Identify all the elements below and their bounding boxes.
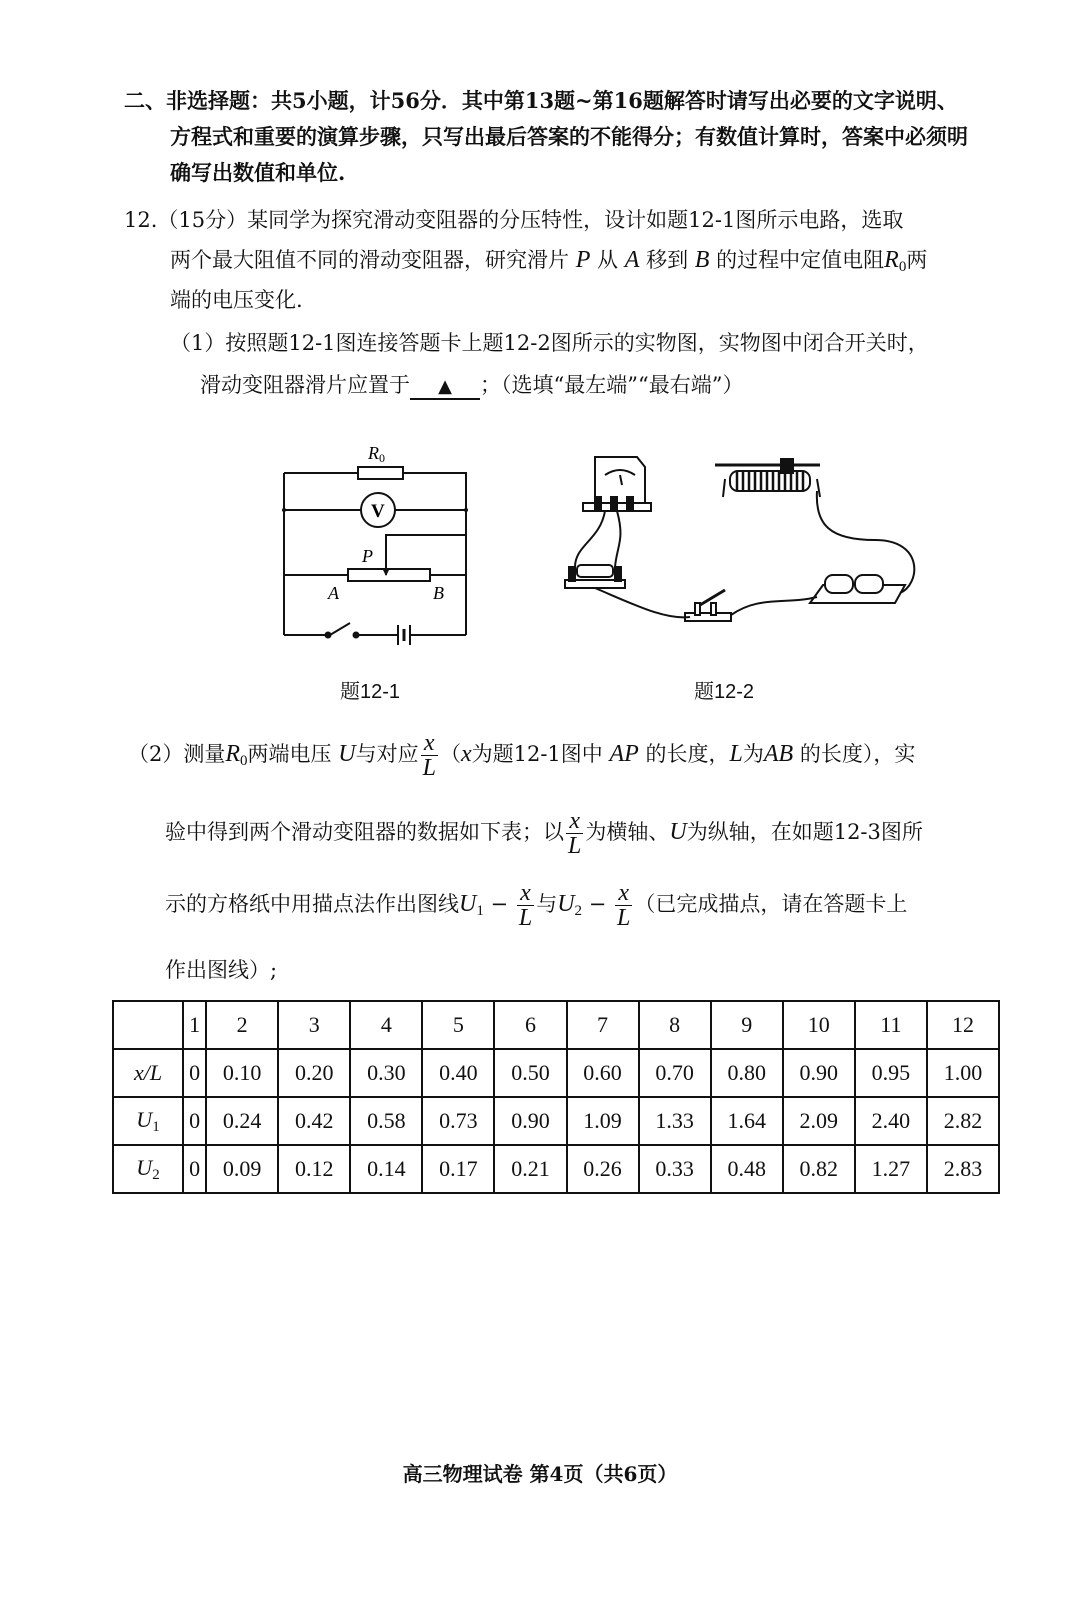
part-2-text: 两端电压 bbox=[247, 742, 332, 766]
var-U1-subscript: 1 bbox=[476, 903, 484, 919]
figure-caption-12-2: 题12-2 bbox=[694, 681, 755, 703]
table-cell: 0.30 bbox=[350, 1049, 422, 1097]
row-label-text: U bbox=[136, 1154, 153, 1180]
table-cell: 0.42 bbox=[278, 1097, 350, 1145]
part-2-text: （2）测量 bbox=[128, 742, 226, 766]
battery-device-icon bbox=[810, 575, 905, 603]
part-2-text: （已完成描点，请在答题卡上 bbox=[634, 892, 908, 916]
var-B: B bbox=[694, 247, 710, 273]
section-header-line-1: 二、非选择题：共5小题，计56分．其中第13题~第16题解答时请写出必要的文字说明、 bbox=[124, 88, 958, 113]
label-P: P bbox=[362, 546, 373, 566]
table-cell: 0.09 bbox=[206, 1145, 278, 1193]
part-2-line-2 bbox=[165, 808, 923, 858]
table-cell: 0.90 bbox=[494, 1097, 566, 1145]
var-A: A bbox=[624, 247, 640, 273]
dash: − bbox=[490, 892, 509, 916]
table-cell: 0.58 bbox=[350, 1097, 422, 1145]
part-2-text: （ bbox=[439, 742, 461, 766]
table-cell: 2.83 bbox=[927, 1145, 999, 1193]
circuit-diagram bbox=[270, 435, 490, 645]
table-header-cell: 2 bbox=[206, 1001, 278, 1049]
part-1-line-2 bbox=[200, 370, 743, 400]
table-header-cell: 3 bbox=[278, 1001, 350, 1049]
part-2-text: 为 bbox=[742, 742, 764, 766]
intro-text: 移到 bbox=[646, 248, 689, 272]
row-label-subscript: 1 bbox=[152, 1118, 160, 1135]
part-1-text: 滑动变阻器滑片应置于 bbox=[200, 373, 410, 397]
junction-dot bbox=[282, 508, 286, 512]
var-R0-subscript: 0 bbox=[240, 753, 248, 769]
part-2-text: 示的方格纸中用描点法作出图线 bbox=[165, 892, 459, 916]
resistor-R0 bbox=[358, 467, 403, 479]
wire bbox=[595, 588, 690, 617]
table-cell: 0.48 bbox=[711, 1145, 783, 1193]
table-cell: 0.95 bbox=[855, 1049, 927, 1097]
table-cell: 0.82 bbox=[783, 1145, 855, 1193]
var-U2 bbox=[557, 891, 582, 917]
switch-contact bbox=[353, 632, 360, 639]
part-2-text: 的长度， bbox=[645, 742, 730, 766]
label-R0: R0 bbox=[368, 443, 385, 465]
table-cell: 1.27 bbox=[855, 1145, 927, 1193]
var-R0-base: R bbox=[884, 247, 899, 273]
var-R0-base: R bbox=[225, 741, 241, 767]
var-AB: AB bbox=[763, 741, 794, 767]
dash: − bbox=[588, 892, 607, 916]
answer-blank[interactable]: ▲ bbox=[410, 376, 480, 400]
table-row bbox=[113, 1049, 999, 1097]
fraction-denominator: L bbox=[518, 905, 533, 931]
table-cell: 0.17 bbox=[422, 1145, 494, 1193]
fraction-x-over-L bbox=[517, 881, 534, 930]
table-cell: 0 bbox=[183, 1049, 206, 1097]
fraction-numerator: x bbox=[566, 809, 583, 834]
table-cell: 1.09 bbox=[567, 1097, 639, 1145]
table-header-cell: 1 bbox=[183, 1001, 206, 1049]
table-cell: 2.09 bbox=[783, 1097, 855, 1145]
part-2-line-3 bbox=[165, 880, 907, 935]
table-cell: 1.64 bbox=[711, 1097, 783, 1145]
fraction-numerator: x bbox=[421, 731, 438, 756]
fraction-x-over-L bbox=[566, 809, 583, 858]
part-1-text: ；（选填“最左端”“最右端”） bbox=[480, 373, 744, 397]
wire bbox=[575, 511, 605, 567]
var-R0 bbox=[225, 741, 247, 767]
var-P: P bbox=[575, 247, 591, 273]
slider-arrow-icon bbox=[382, 568, 390, 576]
var-U1-base: U bbox=[459, 891, 477, 917]
intro-text: 从 bbox=[597, 248, 619, 272]
table-cell: 2.82 bbox=[927, 1097, 999, 1145]
fraction-denominator: L bbox=[568, 833, 582, 859]
table-header-cell: 6 bbox=[494, 1001, 566, 1049]
row-label-subscript: 2 bbox=[152, 1166, 160, 1183]
part-2-text: 为横轴、 bbox=[585, 820, 670, 844]
table-cell: 0 bbox=[183, 1145, 206, 1193]
table-cell: 0.26 bbox=[567, 1145, 639, 1193]
page-footer: 高三物理试卷 第4页（共6页） bbox=[402, 1462, 678, 1486]
question-12-intro-line-1 bbox=[124, 205, 903, 235]
part-1-line-1: （1）按照题12-1图连接答题卡上题12-2图所示的实物图，实物图中闭合开关时， bbox=[170, 331, 929, 355]
apparatus-drawing bbox=[555, 445, 925, 645]
var-x: x bbox=[460, 741, 472, 767]
table-cell: 0 bbox=[183, 1097, 206, 1145]
table-header-cell: 9 bbox=[711, 1001, 783, 1049]
table-cell: 1.00 bbox=[927, 1049, 999, 1097]
table-cell: 0.70 bbox=[639, 1049, 711, 1097]
part-2-text: 验中得到两个滑动变阻器的数据如下表；以 bbox=[165, 820, 564, 844]
label-V: V bbox=[371, 501, 385, 522]
voltmeter-device-icon bbox=[583, 457, 651, 511]
figure-caption-12-1: 题12-1 bbox=[340, 681, 401, 703]
table-row-label bbox=[113, 1049, 183, 1097]
part-2-line-1 bbox=[128, 730, 915, 785]
table-header-cell: 10 bbox=[783, 1001, 855, 1049]
junction-dot bbox=[464, 508, 468, 512]
intro-text: 的过程中定值电阻 bbox=[716, 248, 885, 272]
part-2-text: 的长度），实 bbox=[799, 742, 916, 766]
table-header-cell: 4 bbox=[350, 1001, 422, 1049]
table-header-cell: 5 bbox=[422, 1001, 494, 1049]
question-12-intro-line-2 bbox=[170, 245, 927, 282]
rheostat-device-icon bbox=[715, 459, 820, 497]
question-points: （15分） bbox=[157, 208, 248, 232]
fraction-denominator: L bbox=[422, 755, 436, 781]
table-cell: 1.33 bbox=[639, 1097, 711, 1145]
var-U1 bbox=[459, 891, 484, 917]
table-header-cell: 8 bbox=[639, 1001, 711, 1049]
var-U: U bbox=[669, 819, 687, 845]
var-L: L bbox=[729, 741, 743, 767]
intro-text: 两个最大阻值不同的滑动变阻器，研究滑片 bbox=[170, 248, 569, 272]
var-AP: AP bbox=[609, 741, 639, 767]
section-header-line-3: 确写出数值和单位. bbox=[170, 160, 346, 185]
row-label-text: U bbox=[136, 1106, 153, 1132]
fraction-numerator: x bbox=[517, 881, 534, 906]
table-cell: 0.12 bbox=[278, 1145, 350, 1193]
table-header-cell: 7 bbox=[567, 1001, 639, 1049]
table-cell: 0.40 bbox=[422, 1049, 494, 1097]
intro-text: 某同学为探究滑动变阻器的分压特性，设计如题12-1图所示电路，选取 bbox=[247, 208, 904, 232]
switch-contact bbox=[325, 632, 332, 639]
table-corner-cell bbox=[113, 1001, 183, 1049]
table-row bbox=[113, 1097, 999, 1145]
table-cell: 0.14 bbox=[350, 1145, 422, 1193]
table-row bbox=[113, 1145, 999, 1193]
table-cell: 0.80 bbox=[711, 1049, 783, 1097]
part-2-text: 与对应 bbox=[355, 742, 419, 766]
table-cell: 0.73 bbox=[422, 1097, 494, 1145]
part-2-text: 与 bbox=[536, 892, 558, 916]
var-U2-base: U bbox=[557, 891, 575, 917]
table-row-label bbox=[113, 1097, 183, 1145]
table-cell: 0.20 bbox=[278, 1049, 350, 1097]
fraction-x-over-L bbox=[615, 881, 632, 930]
fraction-numerator: x bbox=[615, 881, 632, 906]
fraction-denominator: L bbox=[617, 905, 631, 931]
table-cell: 2.40 bbox=[855, 1097, 927, 1145]
part-2-text: 为纵轴，在如题12-3图所 bbox=[686, 820, 923, 844]
row-label-text: x/L bbox=[133, 1060, 163, 1085]
wire-top-right bbox=[403, 473, 466, 575]
table-header-row bbox=[113, 1001, 999, 1049]
table-cell: 0.33 bbox=[639, 1145, 711, 1193]
table-header-cell: 11 bbox=[855, 1001, 927, 1049]
label-A: A bbox=[328, 583, 339, 603]
table-row-label bbox=[113, 1145, 183, 1193]
fraction-x-over-L bbox=[421, 731, 438, 780]
section-header-line-2: 方程式和重要的演算步骤，只写出最后答案的不能得分；有数值计算时，答案中必须明 bbox=[170, 124, 968, 149]
table-cell: 0.60 bbox=[567, 1049, 639, 1097]
var-U: U bbox=[338, 741, 356, 767]
var-U2-subscript: 2 bbox=[574, 903, 583, 919]
rheostat-AB bbox=[348, 569, 430, 581]
table-cell: 0.24 bbox=[206, 1097, 278, 1145]
table-cell: 0.10 bbox=[206, 1049, 278, 1097]
part-2-text: 为题12-1图中 bbox=[471, 742, 603, 766]
question-12-intro-line-3: 端的电压变化. bbox=[170, 288, 303, 312]
switch-device-icon bbox=[685, 590, 731, 621]
switch-icon bbox=[330, 623, 350, 635]
resistor-device-icon bbox=[565, 565, 625, 588]
var-R0-subscript: 0 bbox=[898, 259, 907, 275]
wire bbox=[731, 597, 817, 615]
table-cell: 0.90 bbox=[783, 1049, 855, 1097]
data-table bbox=[112, 1000, 1000, 1194]
var-R0 bbox=[884, 247, 906, 273]
table-header-cell: 12 bbox=[927, 1001, 999, 1049]
table-cell: 0.21 bbox=[494, 1145, 566, 1193]
label-B: B bbox=[433, 583, 444, 603]
wire bbox=[615, 511, 620, 567]
question-number: 12. bbox=[124, 208, 158, 232]
part-2-line-4: 作出图线）; bbox=[165, 958, 278, 982]
intro-text: 两 bbox=[906, 248, 928, 272]
table-cell: 0.50 bbox=[494, 1049, 566, 1097]
